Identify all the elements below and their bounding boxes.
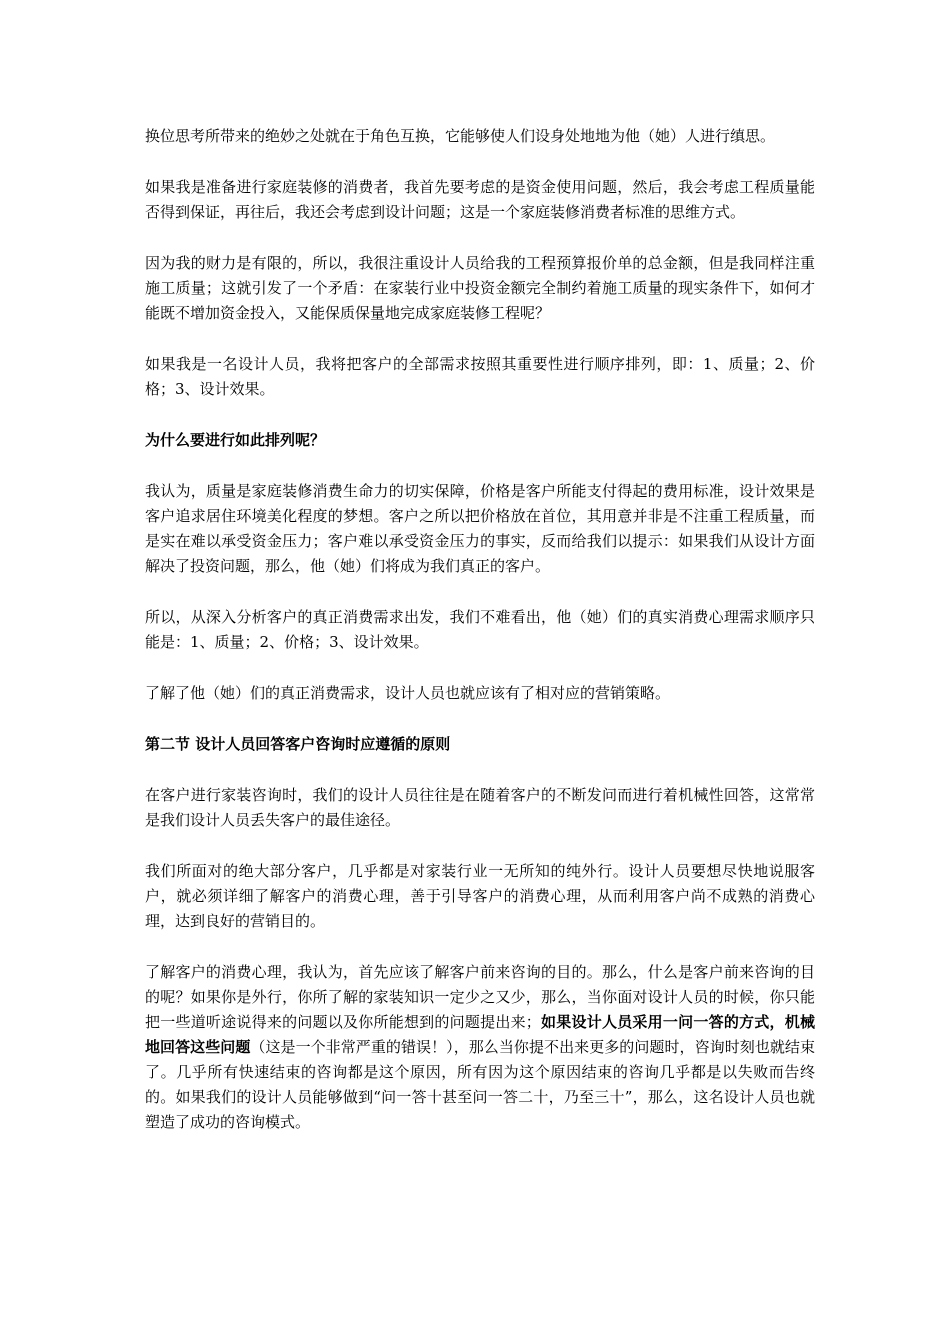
paragraph-consumer-view: 如果我是准备进行家庭装修的消费者，我首先要考虑的是资金使用问题，然后，我会考虑工程质量能否得到保证，再往后，我还会考虑到设计问题；这是一个家庭装修消费者标准的思维方式。 [145, 178, 815, 221]
heading-why-order: 为什么要进行如此排列呢？ [145, 431, 326, 449]
paragraph-designer-priorities: 如果我是一名设计人员，我将把客户的全部需求按照其重要性进行顺序排列，即：1、质量；2、价格；3、设计效果。 [145, 355, 815, 398]
paragraph-role-swap: 换位思考所带来的绝妙之处就在于角色互换，它能够使人们设身处地地为他（她）人进行缜思。 [145, 127, 776, 145]
paragraph-budget-conflict: 因为我的财力是有限的，所以，我很注重设计人员给我的工程预算报价单的总金额，但是我同样注重施工质量；这就引发了一个矛盾：在家装行业中投资金额完全制约着施工质量的现实条件下，如何才能既不增加资金投入，又能保质保量地完成家庭装修工程呢？ [145, 254, 815, 322]
heading-section-two: 第二节 设计人员回答客户咨询时应遵循的原则 [145, 735, 451, 753]
consultation-bold-warning: 如果设计人员采用一问一答的方式，机械地回答这些问题 [145, 1013, 815, 1056]
consultation-text-end: （这是一个非常严重的错误！），那么当你提不出来更多的问题时，咨询时刻也就结束了。几乎所有快速结束的咨询都是这个原因，所有因为这个原因结束的咨询几乎都是以失败而告终的。如果我们的设计人员能够做到“问一答十甚至问一答二十，乃至三十”，那么，这名设计人员也就塑造了成功的咨询模式。 [145, 1038, 815, 1131]
paragraph-true-needs: 所以，从深入分析客户的真正消费需求出发，我们不难看出，他（她）们的真实消费心理需求顺序只能是：1、质量；2、价格；3、设计效果。 [145, 608, 815, 651]
paragraph-consultation-purpose [145, 960, 815, 1135]
consultation-text-start: 了解客户的消费心理，我认为，首先应该了解客户前来咨询的目的。那么，什么是客户前来咨询的目的呢？如果你是外行，你所了解的家装知识一定少之又少，那么，当你面对设计人员的时候，你只能把一些道听途说得来的问题以及你所能想到的问题提出来； [145, 963, 815, 1031]
paragraph-marketing-strategy: 了解了他（她）们的真正消费需求，设计人员也就应该有了相对应的营销策略。 [145, 684, 671, 702]
paragraph-quality-explanation: 我认为，质量是家庭装修消费生命力的切实保障，价格是客户所能支付得起的费用标准，设计效果是客户追求居住环境美化程度的梦想。客户之所以把价格放在首位，其用意并非是不注重工程质量，而是实在难以承受资金压力；客户难以承受资金压力的事实，反而给我们以提示：如果我们从设计方面解决了投资问题，那么，他（她）们将成为我们真正的客户。 [145, 482, 815, 575]
paragraph-mechanical-answers: 在客户进行家装咨询时，我们的设计人员往往是在随着客户的不断发问而进行着机械性回答，这常常是我们设计人员丢失客户的最佳途径。 [145, 786, 815, 829]
document-body [145, 124, 815, 1161]
paragraph-customer-psychology: 我们所面对的绝大部分客户，几乎都是对家装行业一无所知的纯外行。设计人员要想尽快地说服客户，就必须详细了解客户的消费心理，善于引导客户的消费心理，从而利用客户尚不成熟的消费心理，达到良好的营销目的。 [145, 862, 815, 930]
